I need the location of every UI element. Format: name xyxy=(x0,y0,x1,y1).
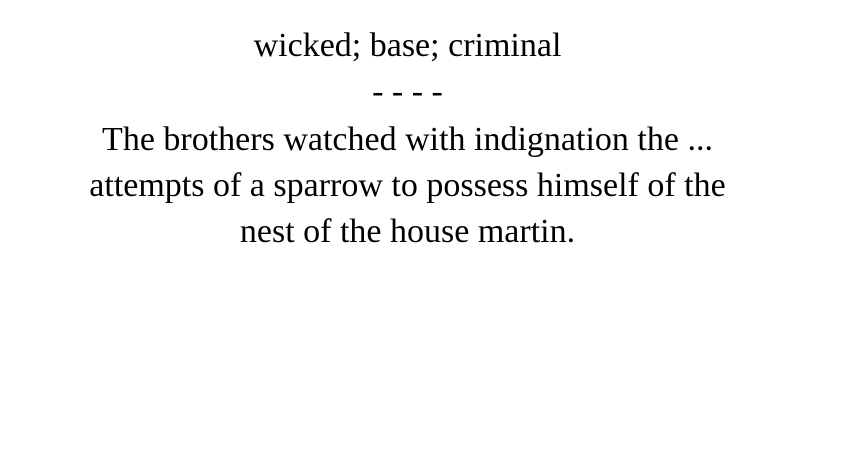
example-line: attempts of a sparrow to possess himself of the xyxy=(89,167,726,204)
example-line: The brothers watched with indignation the ... xyxy=(102,121,713,158)
example-sentence xyxy=(0,117,815,255)
definition-text: wicked; base; criminal xyxy=(253,27,562,64)
separator-dashes: - - - - xyxy=(372,73,443,110)
example-line: nest of the house martin. xyxy=(239,213,576,250)
